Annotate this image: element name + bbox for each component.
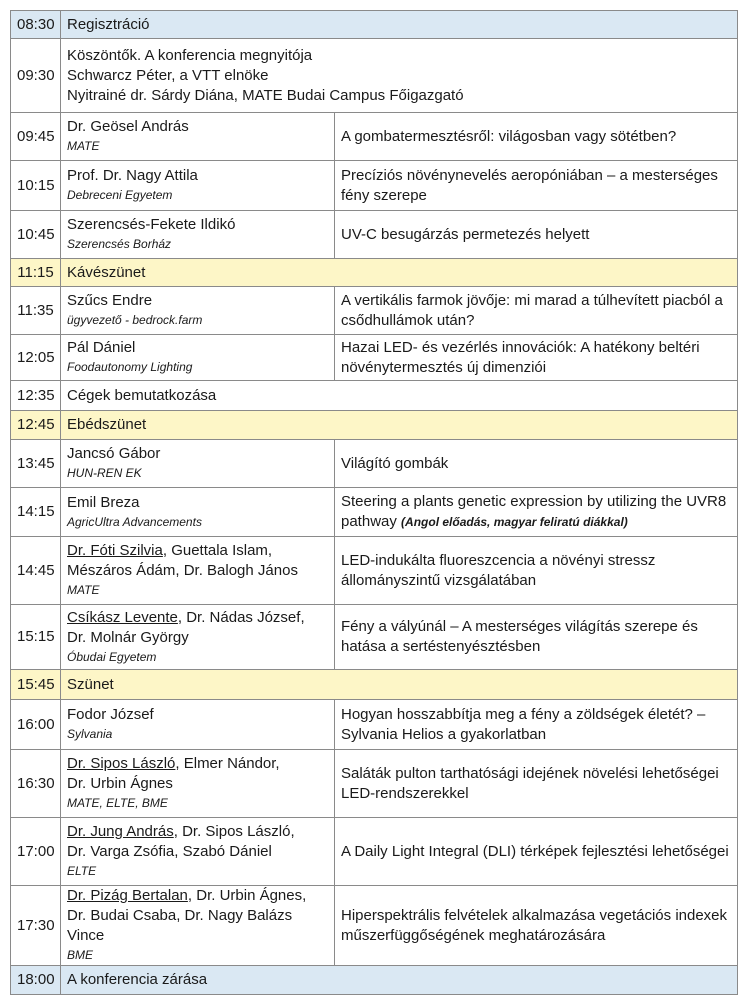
time-cell: 12:05	[11, 335, 61, 381]
presenting-author: Dr. Pizág Bertalan	[67, 887, 188, 904]
co-authors: , Dr. Sipos László,	[173, 823, 295, 840]
opening-line: Nyitrainé dr. Sárdy Diána, MATE Budai Campus Főigazgató	[67, 86, 464, 104]
speaker-affiliation: Sylvania	[67, 727, 113, 741]
talk-title-cell	[335, 488, 738, 537]
talk-title: Hazai LED- és vezérlés innovációk: A hatékony beltéri növénytermesztés új dimenziói	[335, 335, 738, 381]
speaker-name: Prof. Dr. Nagy Attila	[67, 167, 198, 184]
opening-cell	[61, 39, 738, 113]
schedule-row	[11, 488, 738, 537]
time-cell: 12:35	[11, 381, 61, 411]
time-cell: 13:45	[11, 440, 61, 488]
schedule-row	[11, 259, 738, 287]
speaker-affiliation: BME	[67, 948, 94, 962]
schedule-row	[11, 537, 738, 605]
speaker-affiliation: ELTE	[67, 864, 97, 878]
speaker-name: Dr. Geösel András	[67, 118, 189, 135]
speaker-cell	[61, 211, 335, 259]
speaker-cell	[61, 440, 335, 488]
talk-title: Precíziós növénynevelés aeropóniában – a mesterséges fény szerepe	[335, 161, 738, 211]
time-cell: 14:45	[11, 537, 61, 605]
speaker-cell	[61, 886, 335, 966]
speaker-affiliation: MATE	[67, 139, 100, 153]
time-cell: 15:15	[11, 605, 61, 670]
speaker-affiliation: Debreceni Egyetem	[67, 188, 173, 202]
opening-line: Schwarcz Péter, a VTT elnöke	[67, 66, 269, 84]
schedule-row	[11, 966, 738, 995]
time-cell: 16:00	[11, 700, 61, 750]
speaker-name: Pál Dániel	[67, 339, 136, 356]
speaker-affiliation: Szerencsés Borház	[67, 237, 172, 251]
schedule-row	[11, 335, 738, 381]
language-note: (Angol előadás, magyar feliratú diákkal)	[401, 515, 628, 529]
co-authors: Dr. Budai Csaba, Dr. Nagy Balázs Vince	[67, 907, 293, 944]
speaker-cell	[61, 488, 335, 537]
schedule-row	[11, 381, 738, 411]
time-cell: 09:45	[11, 113, 61, 161]
co-authors: Dr. Molnár György	[67, 628, 189, 646]
co-authors: , Elmer Nándor,	[175, 755, 280, 772]
time-cell: 17:00	[11, 818, 61, 886]
talk-title: Hogyan hosszabbítja meg a fény a zöldségek életét? – Sylvania Helios a gyakorlatban	[335, 700, 738, 750]
time-cell: 17:30	[11, 886, 61, 966]
schedule-row	[11, 886, 738, 966]
schedule-row	[11, 750, 738, 818]
break-label: Szünet	[61, 670, 738, 700]
talk-title: Steering a plants genetic expression by utilizing the UVR8 pathway	[341, 493, 727, 530]
talk-title: Világító gombák	[335, 440, 738, 488]
break-label: Kávészünet	[61, 259, 738, 287]
speaker-affiliation: AgricUltra Advancements	[67, 514, 202, 529]
speaker-name: Jancsó Gábor	[67, 445, 161, 462]
presenting-author: Dr. Sipos László	[67, 755, 176, 772]
speaker-cell	[61, 287, 335, 335]
schedule-row	[11, 605, 738, 670]
time-cell: 11:35	[11, 287, 61, 335]
schedule-row	[11, 411, 738, 440]
speaker-name: Szűcs Endre	[67, 292, 153, 309]
schedule-row	[11, 818, 738, 886]
speaker-name: Emil Breza	[67, 493, 140, 511]
presenting-author: Dr. Jung András	[67, 823, 174, 840]
schedule-row	[11, 211, 738, 259]
talk-title: A Daily Light Integral (DLI) térképek fejlesztési lehetőségei	[335, 818, 738, 886]
speaker-cell	[61, 818, 335, 886]
speaker-cell	[61, 537, 335, 605]
event-cell: Cégek bemutatkozása	[61, 381, 738, 411]
time-cell: 10:45	[11, 211, 61, 259]
presenting-author: Dr. Fóti Szilvia	[67, 542, 163, 559]
speaker-cell	[61, 335, 335, 381]
speaker-cell	[61, 700, 335, 750]
break-label: Ebédszünet	[61, 411, 738, 440]
time-cell: 09:30	[11, 39, 61, 113]
talk-title: UV-C besugárzás permetezés helyett	[335, 211, 738, 259]
talk-title: LED-indukálta fluoreszcencia a növényi stressz állományszintű vizsgálatában	[335, 537, 738, 605]
schedule-row	[11, 161, 738, 211]
schedule-row	[11, 440, 738, 488]
talk-title: Hiperspektrális felvételek alkalmazása vegetációs indexek műszerfüggőségének meghatározására	[335, 886, 738, 966]
opening-line: Köszöntők. A konferencia megnyitója	[67, 46, 313, 64]
speaker-cell	[61, 750, 335, 818]
talk-title: A gombatermesztésről: világosban vagy sötétben?	[335, 113, 738, 161]
co-authors: , Dr. Nádas József,	[177, 608, 305, 626]
presenting-author: Csíkász Levente	[67, 608, 178, 626]
speaker-name: Fodor József	[67, 706, 154, 723]
speaker-affiliation: Óbudai Egyetem	[67, 649, 157, 664]
co-authors: , Dr. Urbin Ágnes,	[187, 887, 307, 904]
co-authors: , Guettala Islam,	[162, 542, 273, 559]
event-cell: A konferencia zárása	[61, 966, 738, 995]
co-authors: Mészáros Ádám, Dr. Balogh János	[67, 562, 298, 579]
time-cell: 15:45	[11, 670, 61, 700]
time-cell: 12:45	[11, 411, 61, 440]
time-cell: 08:30	[11, 11, 61, 39]
time-cell: 11:15	[11, 259, 61, 287]
speaker-cell	[61, 161, 335, 211]
speaker-name: Szerencsés-Fekete Ildikó	[67, 216, 236, 233]
schedule-row	[11, 39, 738, 113]
speaker-cell	[61, 605, 335, 670]
time-cell: 18:00	[11, 966, 61, 995]
talk-title: Fény a vályúnál – A mesterséges világítás szerepe és hatása a sertéstenyésztésben	[335, 605, 738, 670]
schedule-row	[11, 11, 738, 39]
schedule-row	[11, 113, 738, 161]
speaker-affiliation: HUN-REN EK	[67, 466, 142, 480]
speaker-affiliation: MATE, ELTE, BME	[67, 796, 168, 810]
co-authors: Dr. Urbin Ágnes	[67, 775, 173, 792]
talk-title: Saláták pulton tarthatósági idejének növelési lehetőségei LED-rendszerekkel	[335, 750, 738, 818]
time-cell: 14:15	[11, 488, 61, 537]
schedule-row	[11, 670, 738, 700]
program-schedule	[10, 10, 738, 995]
speaker-affiliation: MATE	[67, 583, 100, 597]
speaker-affiliation: Foodautonomy Lighting	[67, 360, 193, 374]
speaker-cell	[61, 113, 335, 161]
time-cell: 10:15	[11, 161, 61, 211]
talk-title: A vertikális farmok jövője: mi marad a túlhevített piacból a csődhullámok után?	[335, 287, 738, 335]
schedule-row	[11, 287, 738, 335]
schedule-row	[11, 700, 738, 750]
event-cell: Regisztráció	[61, 11, 738, 39]
speaker-affiliation: ügyvezető - bedrock.farm	[67, 313, 203, 327]
time-cell: 16:30	[11, 750, 61, 818]
co-authors: Dr. Varga Zsófia, Szabó Dániel	[67, 843, 272, 860]
